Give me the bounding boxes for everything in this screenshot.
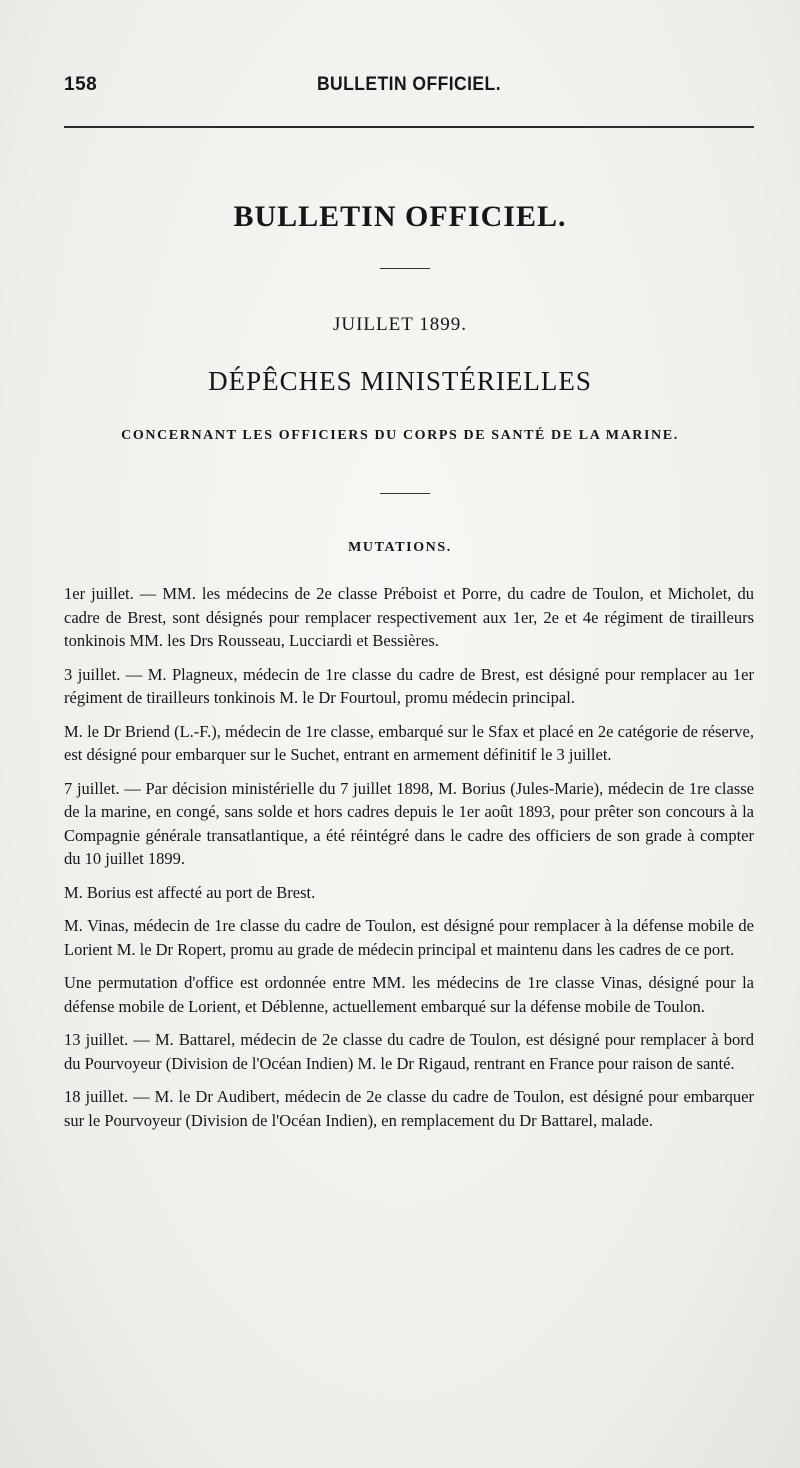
paragraph: 7 juillet. — Par décision ministérielle du 7 juillet 1898, M. Borius (Jules-Marie), médecin de 1re classe de la marine, en congé, sans solde et hors cadres depuis le 1er août 1893, pour prêter son concours à la Compagnie générale transatlantique, a été réintégré dans le cadre des officiers de son grade à compter du 10 juillet 1899. [64,778,754,868]
section-title: DÉPÊCHES MINISTÉRIELLES [208,366,592,396]
paragraph: M. le Dr Briend (L.-F.), médecin de 1re classe, embarqué sur le Sfax et placé en 2e catégorie de réserve, est désigné pour embarquer sur le Suchet, entrant en armement définitif le 3 juillet. [64,721,754,764]
subsection-heading: MUTATIONS. [348,540,452,555]
running-title: BULLETIN OFFICIEL. [316,74,502,95]
paragraph: M. Vinas, médecin de 1re classe du cadre de Toulon, est désigné pour remplacer à la défense mobile de Lorient M. le Dr Ropert, promu au grade de médecin principal et maintenu dans les cadres de ce port. [64,916,754,959]
running-head [64,74,754,104]
paragraph: Une permutation d'office est ordonnée entre MM. les médecins de 1re classe Vinas, désigné pour la défense mobile de Lorient, et Déblenne, actuellement embarqué sur la défense mobile de Toulon. [64,973,754,1016]
date-line: JUILLET 1899. [332,314,468,335]
paragraph: 18 juillet. — M. le Dr Audibert, médecin de 2e classe du cadre de Toulon, est désigné pour embarquer sur le Pourvoyeur (Division de l'Océan Indien), en remplacement du Dr Battarel, malade. [64,1087,754,1130]
paragraph: M. Borius est affecté au port de Brest. [64,882,316,902]
subtitle: CONCERNANT LES OFFICIERS DU CORPS DE SANTÉ DE LA MARINE. [121,428,679,443]
title-rule [380,268,430,269]
page-number: 158 [64,74,98,95]
paragraph: 13 juillet. — M. Battarel, médecin de 2e classe du cadre de Toulon, est désigné pour remplacer à bord du Pourvoyeur (Division de l'Océan Indien) M. le Dr Rigaud, rentrant en France pour raison de santé. [64,1030,754,1073]
paragraph: 3 juillet. — M. Plagneux, médecin de 1re classe du cadre de Brest, est désigné pour remplacer au 1er régiment de tirailleurs tonkinois M. le Dr Fourtoul, promu médecin principal. [64,664,754,707]
main-title: BULLETIN OFFICIEL. [233,200,567,233]
header-rule [64,126,754,128]
body-text [64,582,754,1142]
section-rule [380,493,430,494]
paragraph: 1er juillet. — MM. les médecins de 2e classe Préboist et Porre, du cadre de Toulon, et Micholet, du cadre de Brest, sont désignés pour remplacer respectivement aux 1er, 2e et 4e régiment de tirailleurs tonkinois MM. les Drs Rousseau, Lucciardi et Bessières. [64,584,754,650]
